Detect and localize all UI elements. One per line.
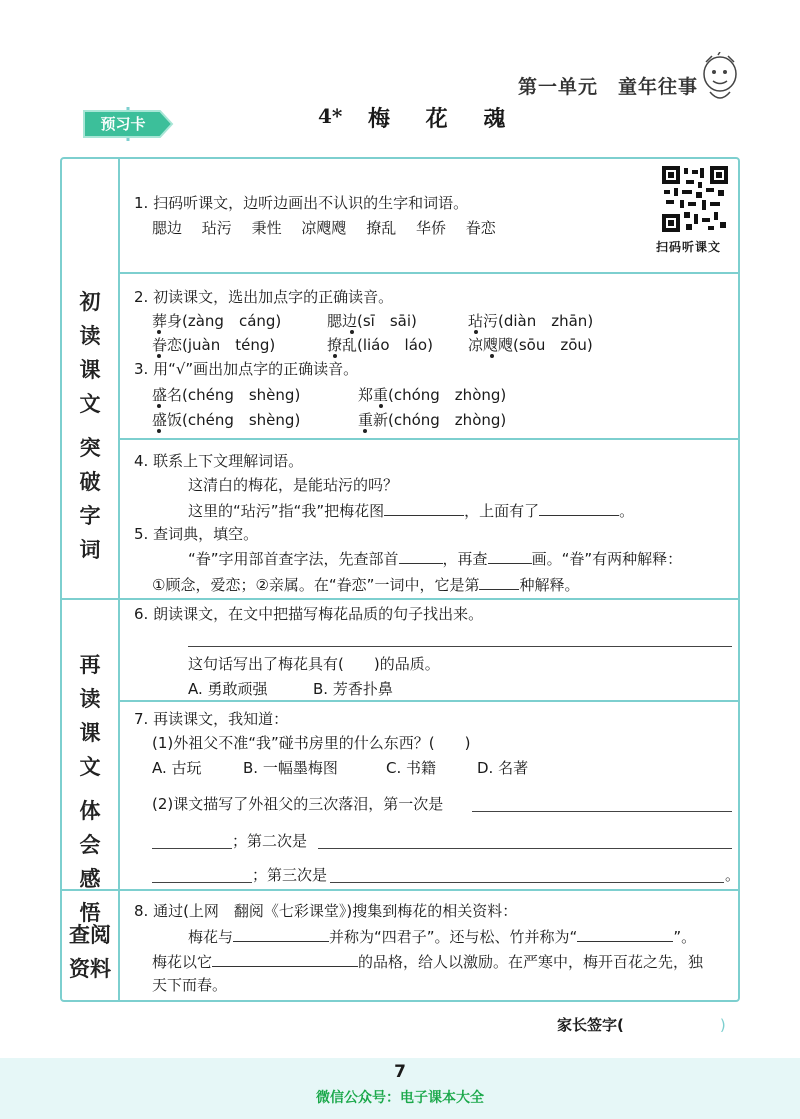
q2-item: 凉飕飕(sōu zōu) <box>468 336 593 354</box>
q7-end: 。 <box>725 866 741 884</box>
emphasis-dot <box>379 404 383 408</box>
q2-item: 玷污(diàn zhān) <box>468 312 594 330</box>
q7-third: ；第三次是 <box>252 866 328 884</box>
answer-blank[interactable] <box>399 547 443 564</box>
q5-fill-line-1: “眷”字用部首查字法，先查部首 ，再查 画。“眷”有两种解释： <box>188 547 682 569</box>
q2-item: 葬身(zàng cáng) <box>152 312 282 330</box>
answer-blank[interactable] <box>488 547 532 564</box>
lesson-number: 4* <box>318 104 343 128</box>
answer-line[interactable] <box>472 811 732 812</box>
answer-line[interactable] <box>188 646 732 647</box>
unit-title: 第一单元 童年往事 <box>518 76 699 98</box>
answer-blank[interactable] <box>384 499 464 516</box>
section-divider <box>118 157 120 1002</box>
q8-line-3: 天下而春。 <box>152 976 228 994</box>
section-divider <box>60 889 740 891</box>
question-1-title: 1. 扫码听课文，边听边画出不认识的生字和词语。 <box>134 194 469 212</box>
emphasis-dot <box>350 330 354 334</box>
q4-quote: 这清白的梅花，是能玷污的吗？ <box>188 476 399 494</box>
q3-item: 郑重(chóng zhòng) <box>358 386 507 404</box>
answer-line[interactable] <box>152 882 252 883</box>
q7-subquestion-2: (2)课文描写了外祖父的三次落泪，第一次是 <box>152 795 444 813</box>
q7-option[interactable]: B. 一幅墨梅图 <box>243 759 338 777</box>
section-label-second-reading: 再 读 课 文 体 会 感 悟 <box>79 653 101 925</box>
question-1-words: 腮边 玷污 秉性 凉飕飕 撩乱 华侨 眷恋 <box>152 219 496 237</box>
qr-code[interactable] <box>662 166 728 232</box>
row-divider <box>118 700 740 702</box>
answer-blank[interactable] <box>233 925 329 942</box>
question-3-title: 3. 用“√”画出加点字的正确读音。 <box>134 360 359 378</box>
emphasis-dot <box>490 354 494 358</box>
lesson-title: 梅 花 魂 <box>368 106 520 132</box>
question-6-title: 6. 朗读课文，在文中把描写梅花品质的句子找出来。 <box>134 605 484 623</box>
q4-fill-line: 这里的“玷污”指“我”把梅花图 ，上面有了 。 <box>188 499 634 521</box>
emphasis-dot <box>363 429 367 433</box>
answer-line[interactable] <box>318 848 732 849</box>
q8-line-1: 梅花与 并称为“四君子”。还与松、竹并称为“ ”。 <box>188 925 696 947</box>
q7-option[interactable]: A. 古玩 <box>152 759 202 777</box>
row-divider <box>118 438 740 440</box>
q6-option[interactable]: A. 勇敢顽强 <box>188 680 268 698</box>
q7-subquestion-1: (1)外祖父不准“我”碰书房里的什么东西？( ) <box>152 734 471 752</box>
section-divider <box>60 598 740 600</box>
question-4-title: 4. 联系上下文理解词语。 <box>134 452 304 470</box>
q5-fill-line-2: ①顾念，爱恋；②亲属。在“眷恋”一词中，它是第 种解释。 <box>152 573 579 595</box>
q7-option[interactable]: C. 书籍 <box>386 759 437 777</box>
section-label-first-reading: 初 读 课 文 突 破 字 词 <box>79 290 101 562</box>
answer-blank[interactable] <box>212 950 358 967</box>
question-8-title: 8. 通过(上网 翻阅《七彩课堂》)搜集到梅花的相关资料： <box>134 902 518 920</box>
parent-signature[interactable]: 家长签字( ) <box>557 1016 726 1034</box>
mascot-illustration <box>698 52 742 108</box>
section-label-research: 查阅 资料 <box>69 923 111 981</box>
q7-second: ；第二次是 <box>232 832 308 850</box>
q2-item: 眷恋(juàn téng) <box>152 336 276 354</box>
emphasis-dot <box>157 330 161 334</box>
q3-item: 盛名(chéng shèng) <box>152 386 301 404</box>
preview-card-tag: 预习卡 <box>100 115 146 133</box>
row-divider <box>118 272 740 274</box>
qr-caption: 扫码听课文 <box>656 240 722 254</box>
question-2-title: 2. 初读课文，选出加点字的正确读音。 <box>134 288 394 306</box>
footer-text: 微信公众号：电子课本大全 <box>316 1090 484 1106</box>
question-5-title: 5. 查词典，填空。 <box>134 525 259 543</box>
q3-item: 盛饭(chéng shèng) <box>152 411 301 429</box>
answer-line[interactable] <box>330 882 724 883</box>
page-number: 7 <box>394 1062 406 1082</box>
q6-prompt: 这句话写出了梅花具有( )的品质。 <box>188 655 440 673</box>
question-7-title: 7. 再读课文，我知道： <box>134 710 289 728</box>
answer-line[interactable] <box>152 848 232 849</box>
q6-option[interactable]: B. 芳香扑鼻 <box>313 680 393 698</box>
answer-blank[interactable] <box>539 499 619 516</box>
q7-option[interactable]: D. 名著 <box>477 759 529 777</box>
q3-item: 重新(chóng zhòng) <box>358 411 507 429</box>
answer-blank[interactable] <box>577 925 673 942</box>
emphasis-dot <box>474 330 478 334</box>
answer-blank[interactable] <box>479 573 519 590</box>
q2-item: 撩乱(liáo láo) <box>327 336 433 354</box>
q2-item: 腮边(sī sāi) <box>327 312 417 330</box>
q8-line-2: 梅花以它 的品格，给人以激励。在严寒中，梅开百花之先，独 <box>152 950 703 972</box>
emphasis-dot <box>157 404 161 408</box>
emphasis-dot <box>157 429 161 433</box>
